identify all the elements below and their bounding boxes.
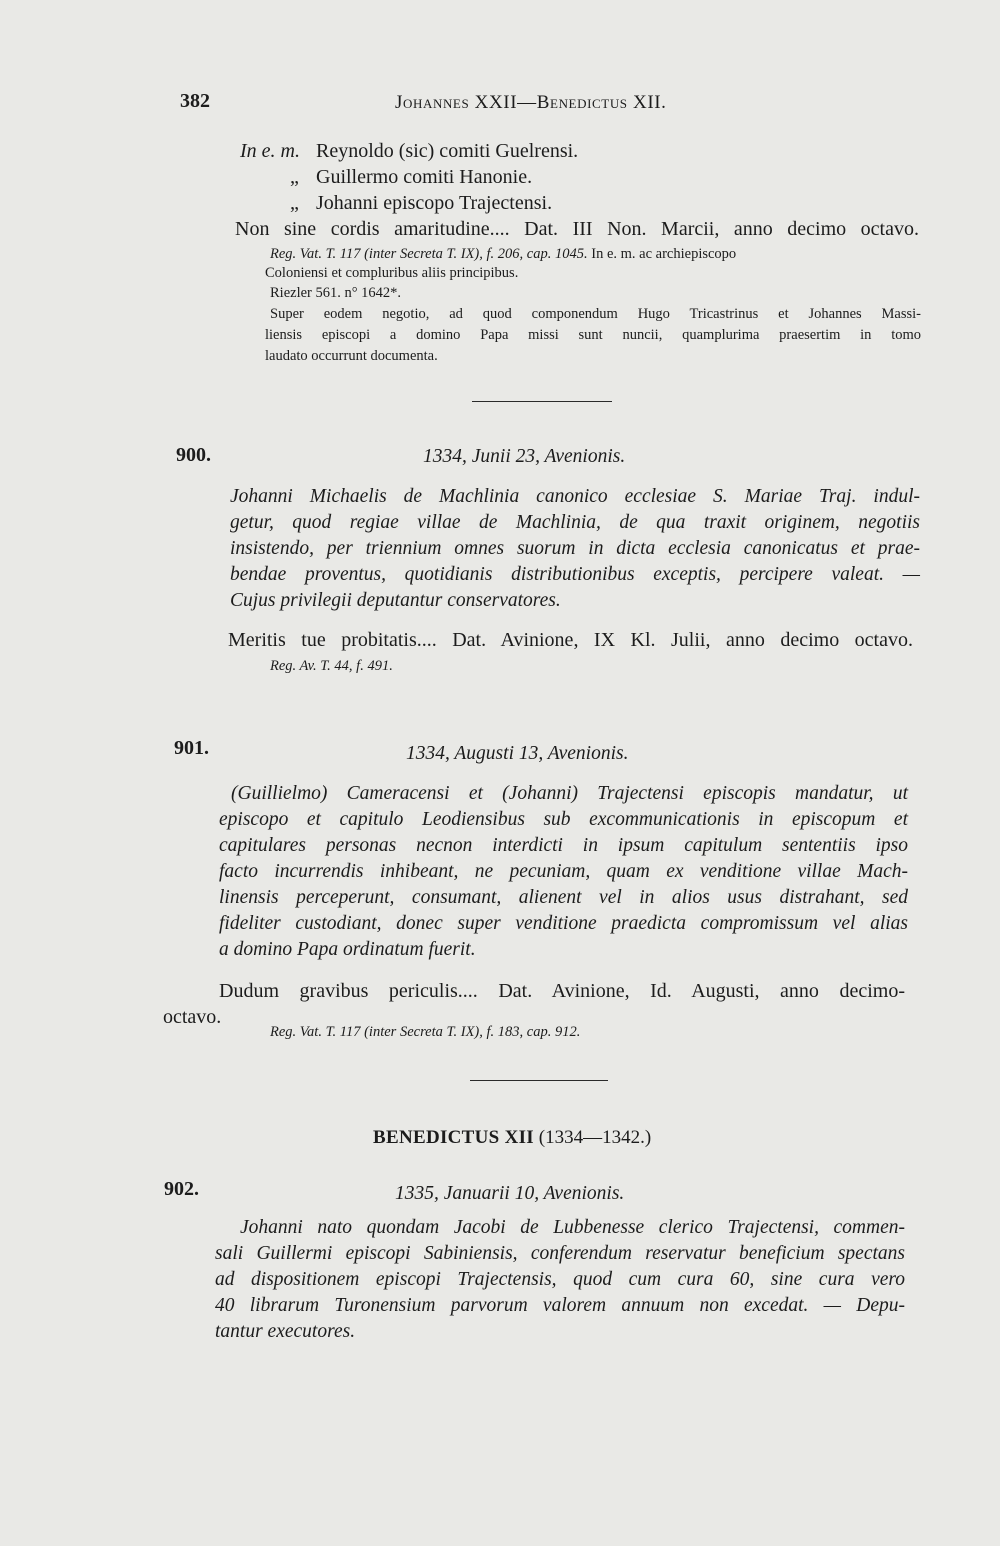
addressee-line	[290, 190, 552, 216]
incipit-line: Meritis tue probitatis.... Dat. Avinione, IX Kl. Julii, anno decimo octavo.	[228, 629, 913, 651]
summary-line: Johanni nato quondam Jacobi de Lubbenesse clerico Trajectensi, commen-	[240, 1217, 905, 1238]
archive-reference	[270, 244, 920, 265]
entry-summary	[219, 781, 908, 963]
editorial-note	[265, 304, 921, 367]
summary-line: ad dispositionem episcopi Trajectensis, quod cum cura 60, sine cura vero	[215, 1269, 905, 1290]
entry-summary	[215, 1215, 905, 1345]
entry-date: 1334, Augusti 13, Avenionis.	[406, 743, 629, 764]
addressee-text: Reynoldo (sic) comiti Guelrensi.	[316, 140, 579, 162]
entry-summary	[230, 484, 920, 614]
section-divider	[472, 401, 612, 402]
addressee-text: Johanni episcopo Trajectensi.	[316, 192, 553, 214]
reference-note: In e. m. ac archiepiscopo	[587, 246, 737, 262]
incipit-line: Dudum gravibus periculis.... Dat. Avinione, Id. Augusti, anno decimo-	[219, 980, 905, 1002]
entry-date: 1334, Junii 23, Avenionis.	[423, 446, 626, 467]
addressee-prefix: In e. m.	[240, 140, 300, 162]
summary-line: tantur executores.	[215, 1321, 356, 1342]
note-line: laudato occurrunt documenta.	[265, 348, 438, 364]
section-heading	[373, 1127, 651, 1149]
summary-line: sali Guillermi episcopi Sabiniensis, conferendum reservatur beneficium spectans	[215, 1243, 905, 1264]
summary-line: capitulares personas necnon interdicti in ipsum capitulum sententiis ipso	[219, 835, 908, 856]
summary-line: linensis perceperunt, consumant, alienent vel in alios usus distrahant, sed	[219, 887, 908, 908]
reference-continuation: Coloniensi et compluribus aliis principibus.	[265, 265, 519, 281]
summary-line: episcopo et capitulo Leodiensibus sub excommunicationis in episcopum et	[219, 809, 908, 830]
running-head-text: Johannes XXII—Benedictus XII.	[395, 92, 667, 113]
section-years: (1334—1342.)	[538, 1127, 652, 1148]
note-line: liensis episcopi a domino Papa missi sunt nuncii, quamplurima praesertim in tomo	[265, 327, 921, 343]
incipit-line: Non sine cordis amaritudine.... Dat. III Non. Marcii, anno decimo octavo.	[235, 218, 919, 240]
entry-number: 902.	[164, 1178, 199, 1200]
page-number: 382	[180, 90, 210, 112]
summary-line: insistendo, per triennium omnes suorum in dicta ecclesia canonicatus et prae-	[230, 538, 920, 559]
summary-line: bendae proventus, quotidianis distributionibus exceptis, percipere valeat. —	[230, 564, 920, 585]
summary-line: getur, quod regiae villae de Machlinia, de qua traxit originem, negotiis	[230, 512, 920, 533]
summary-line: facto incurrendis inhibeant, ne pecuniam, quam ex venditione villae Mach-	[219, 861, 908, 882]
ditto-mark: „	[290, 166, 299, 188]
summary-line: 40 librarum Turonensium parvorum valorem annuum non excedat. — Depu-	[215, 1295, 905, 1316]
archive-reference	[270, 656, 393, 677]
reference-citation: Reg. Av. T. 44, f. 491.	[270, 658, 393, 674]
addressee-line	[240, 138, 578, 164]
ditto-mark: „	[290, 192, 299, 214]
reference-citation: Reg. Vat. T. 117 (inter Secreta T. IX), f. 183, cap. 912.	[270, 1024, 581, 1040]
addressee-line	[290, 164, 532, 190]
section-divider	[470, 1080, 608, 1081]
reference-citation: Reg. Vat. T. 117 (inter Secreta T. IX), f. 206, cap. 1045.	[270, 246, 588, 262]
summary-line: fideliter custodiant, donec super venditione praedicta compromissum vel alias	[219, 913, 908, 934]
note-line: Super eodem negotio, ad quod componendum Hugo Tricastrinus et Johannes Massi-	[270, 306, 921, 322]
entry-number: 901.	[174, 737, 209, 759]
summary-line: a domino Papa ordinatum fuerit.	[219, 939, 476, 960]
summary-line: Cujus privilegii deputantur conservatores.	[230, 590, 561, 611]
summary-line: Johanni Michaelis de Machlinia canonico ecclesiae S. Mariae Traj. indul-	[230, 486, 920, 507]
secondary-reference: Riezler 561. n° 1642*.	[270, 285, 402, 301]
incipit-continuation: octavo.	[163, 1006, 222, 1028]
section-title: BENEDICTUS XII	[373, 1127, 534, 1148]
summary-line: (Guillielmo) Cameracensi et (Johanni) Trajectensi episcopis mandatur, ut	[231, 783, 908, 804]
archive-reference	[270, 1022, 580, 1043]
addressee-text: Guillermo comiti Hanonie.	[316, 166, 533, 188]
entry-date: 1335, Januarii 10, Avenionis.	[395, 1183, 625, 1204]
entry-number: 900.	[176, 444, 211, 466]
running-head	[395, 92, 667, 114]
